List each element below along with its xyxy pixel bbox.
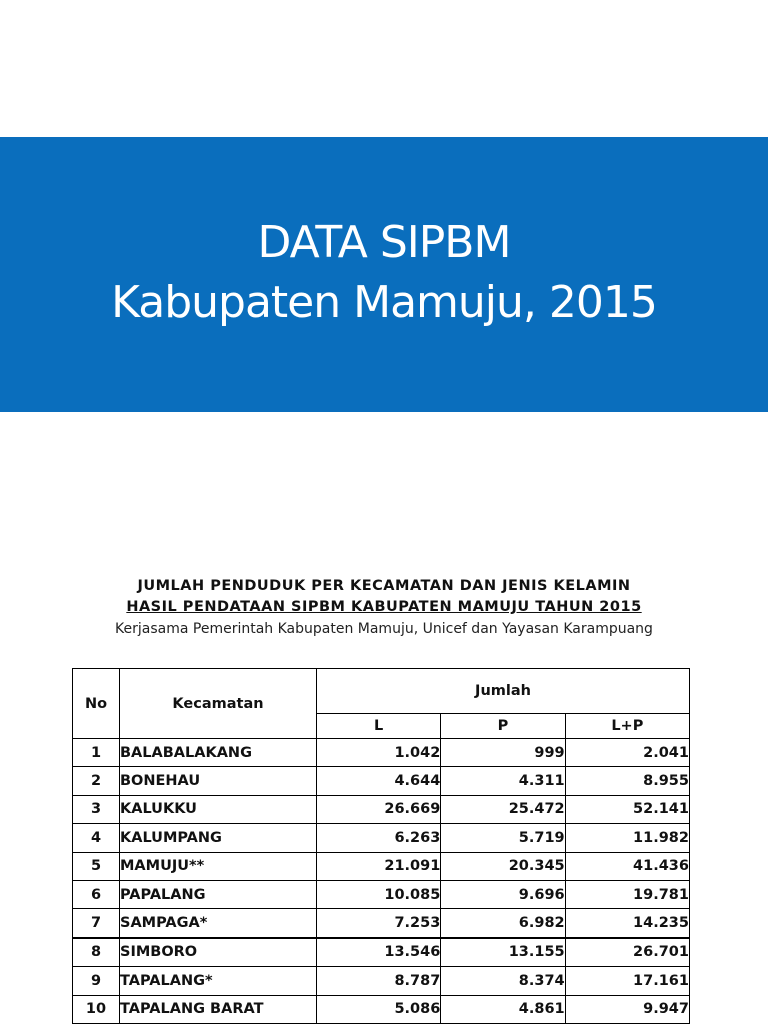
cell-lp: 41.436 [565, 852, 689, 880]
cell-no: 3 [73, 795, 120, 823]
cell-kecamatan: BONEHAU [120, 767, 317, 795]
cell-p: 25.472 [441, 795, 565, 823]
cell-l: 4.644 [317, 767, 441, 795]
header-p: P [441, 714, 565, 739]
title-banner [0, 137, 768, 412]
cell-p: 8.374 [441, 967, 565, 995]
header-jumlah: Jumlah [317, 669, 690, 714]
table-subtitle: HASIL PENDATAAN SIPBM KABUPATEN MAMUJU TAHUN 2015 [126, 599, 642, 615]
table-row [73, 767, 690, 795]
table-row [73, 995, 690, 1023]
header-no: No [73, 669, 120, 739]
population-table [72, 668, 690, 1024]
cell-no: 6 [73, 880, 120, 908]
cell-l: 5.086 [317, 995, 441, 1023]
table-row [73, 852, 690, 880]
header-kecamatan: Kecamatan [120, 669, 317, 739]
cell-kecamatan: SAMPAGA* [120, 909, 317, 938]
table-row [73, 824, 690, 852]
cell-lp: 52.141 [565, 795, 689, 823]
table-note: Kerjasama Pemerintah Kabupaten Mamuju, Unicef dan Yayasan Karampuang [115, 621, 653, 637]
cell-kecamatan: TAPALANG* [120, 967, 317, 995]
table-title: JUMLAH PENDUDUK PER KECAMATAN DAN JENIS KELAMIN [137, 578, 631, 594]
cell-l: 1.042 [317, 739, 441, 767]
cell-lp: 17.161 [565, 967, 689, 995]
cell-lp: 8.955 [565, 767, 689, 795]
cell-l: 6.263 [317, 824, 441, 852]
cell-lp: 9.947 [565, 995, 689, 1023]
cell-kecamatan: BALABALAKANG [120, 739, 317, 767]
cell-l: 7.253 [317, 909, 441, 938]
cell-l: 26.669 [317, 795, 441, 823]
cell-lp: 19.781 [565, 880, 689, 908]
cell-p: 5.719 [441, 824, 565, 852]
cell-l: 8.787 [317, 967, 441, 995]
cell-p: 20.345 [441, 852, 565, 880]
cell-no: 1 [73, 739, 120, 767]
cell-no: 8 [73, 938, 120, 967]
cell-no: 2 [73, 767, 120, 795]
cell-l: 10.085 [317, 880, 441, 908]
cell-p: 6.982 [441, 909, 565, 938]
cell-no: 10 [73, 995, 120, 1023]
cell-p: 4.311 [441, 767, 565, 795]
cell-no: 4 [73, 824, 120, 852]
cell-kecamatan: TAPALANG BARAT [120, 995, 317, 1023]
table-row [73, 967, 690, 995]
header-lp: L+P [565, 714, 689, 739]
cell-kecamatan: KALUKKU [120, 795, 317, 823]
cell-p: 13.155 [441, 938, 565, 967]
cell-kecamatan: KALUMPANG [120, 824, 317, 852]
cell-lp: 26.701 [565, 938, 689, 967]
cell-lp: 14.235 [565, 909, 689, 938]
banner-subtitle: Kabupaten Mamuju, 2015 [111, 276, 657, 328]
cell-p: 4.861 [441, 995, 565, 1023]
banner-title: DATA SIPBM [257, 216, 511, 268]
cell-l: 13.546 [317, 938, 441, 967]
table-row [73, 739, 690, 767]
cell-lp: 2.041 [565, 739, 689, 767]
cell-p: 999 [441, 739, 565, 767]
cell-lp: 11.982 [565, 824, 689, 852]
cell-kecamatan: MAMUJU** [120, 852, 317, 880]
table-row [73, 795, 690, 823]
table-row [73, 938, 690, 967]
cell-kecamatan: PAPALANG [120, 880, 317, 908]
header-l: L [317, 714, 441, 739]
cell-no: 9 [73, 967, 120, 995]
cell-p: 9.696 [441, 880, 565, 908]
table-row [73, 909, 690, 938]
cell-no: 5 [73, 852, 120, 880]
cell-no: 7 [73, 909, 120, 938]
table-row [73, 880, 690, 908]
cell-kecamatan: SIMBORO [120, 938, 317, 967]
cell-l: 21.091 [317, 852, 441, 880]
table-heading [0, 576, 768, 640]
